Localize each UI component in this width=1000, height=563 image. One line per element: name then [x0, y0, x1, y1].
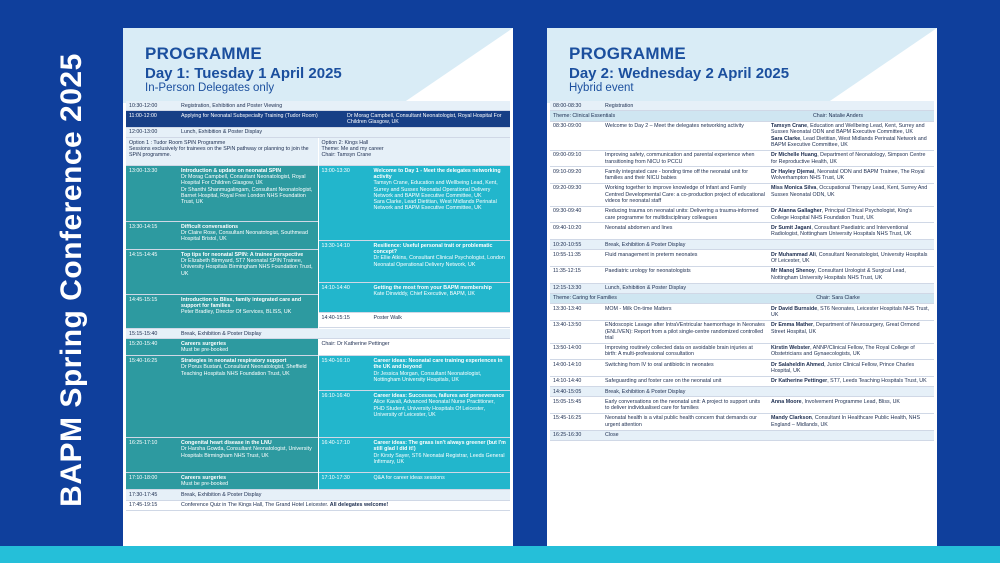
schedule-row	[319, 166, 511, 241]
schedule-row	[550, 267, 934, 284]
schedule-row	[550, 414, 934, 431]
option2-chair: Chair: Tamsyn Crane	[321, 152, 372, 159]
speaker-role: , Consultant Urologist & Surgical Lead, Nottingham University Hospitals NHS Trust, UK	[771, 268, 906, 281]
row-time: 14:15-14:45	[129, 251, 158, 258]
day2-programme-panel	[547, 28, 937, 546]
session-speakers: Kate Dinwiddy, Chief Executive, BAPM, UK	[373, 290, 475, 297]
row-time: 12:00-13:00	[129, 129, 158, 136]
session-speakers: Tamsyn Crane, Education and Wellbeing Lead, Kent, Surrey and Sussex Neonatal Operational Delivery Network and BAPM Executive Committee, UK Sara Clarke, Lead Dietitian, West Midlands Perinatal Network and BAPM Executive Committee, UK	[373, 180, 498, 212]
row-time: 08:00-08:30	[553, 102, 582, 109]
option2-theme: Theme: Me and my career	[321, 145, 384, 152]
day2-programme-label: PROGRAMME	[569, 44, 686, 63]
row-session	[178, 166, 318, 221]
row-time: 16:40-17:10	[321, 439, 350, 446]
row-speaker	[768, 167, 934, 183]
speaker-name: Dr Salaheldin Ahmed	[771, 361, 825, 368]
session-speakers: Dr Elizabeth Birmyard, ST7 Neonatal SPIN Trainee, University Hospitals Birmingham NHS Foundation Trust, UK	[181, 257, 313, 277]
session-title: Congenital heart disease in the LNU	[181, 439, 272, 446]
session-title: Resilience: Useful personal trait or problematic concept?	[373, 242, 493, 255]
row-session	[178, 501, 510, 510]
schedule-row	[550, 240, 934, 250]
chair-row	[319, 339, 511, 356]
schedule-row	[550, 284, 934, 294]
session-title: Careers surgeries	[181, 340, 227, 347]
row-session	[371, 283, 511, 312]
row-session: Fluid management in preterm neonates	[605, 251, 698, 258]
row-session	[178, 356, 318, 437]
schedule-row	[550, 122, 934, 151]
schedule-row	[319, 313, 511, 328]
schedule-row	[319, 438, 511, 473]
row-speaker	[768, 321, 934, 343]
session-title: Welcome to Day 1 - Meet the delegates networking activity	[373, 167, 501, 180]
speaker-role: , Occupational Therapy Lead, Kent, Surrey And Sussex Neonatal ODN, UK	[771, 185, 928, 198]
day1-header-corner	[403, 28, 513, 103]
session-title: Strategies in neonatal respiratory support	[181, 357, 287, 364]
schedule-row	[550, 397, 934, 414]
schedule-row	[126, 329, 510, 339]
row-time: 17:10-17:30	[321, 474, 350, 481]
schedule-row	[550, 223, 934, 240]
track-kings-hall	[319, 138, 511, 329]
row-speaker	[768, 207, 934, 223]
speaker-role: , Consultant In Healthcare Public Health, NHS England – Midlands, UK	[771, 415, 920, 428]
speaker-name: Sara Clarke	[771, 135, 801, 142]
row-speaker	[768, 304, 934, 320]
speaker-role: , Education and Wellbeing Lead, Kent, Surrey and Sussex Neonatal ODN and BAPM Executive Committee, UK	[771, 123, 925, 136]
row-session	[371, 391, 511, 437]
speaker-role: , Neonatal ODN and BAPM Trainee, The Royal Wolverhampton NHS Trust, UK	[771, 168, 925, 182]
row-time: 12:15-13:30	[553, 285, 582, 292]
row-time: 15:40-16:10	[321, 357, 350, 364]
schedule-row	[550, 360, 934, 377]
row-speaker: Dr Morag Campbell, Consultant Neonatologist, Royal Hospital For Children Glasgow, UK	[347, 112, 502, 126]
schedule-row	[319, 391, 511, 438]
row-time: 17:45-19:15	[129, 502, 158, 509]
row-speaker	[768, 151, 934, 167]
row-session: Break, Exhibition & Poster Display	[181, 491, 262, 498]
day1-date: Day 1: Tuesday 1 April 2025	[145, 65, 342, 82]
session-title: Introduction to Bliss, family integrated care and support for families	[181, 296, 302, 309]
row-session	[371, 438, 511, 472]
session-title: Getting the most from your BAPM membership	[373, 284, 492, 291]
track-left-afternoon	[126, 339, 319, 490]
row-session: ENdoscopic Lavage after IntraVEntricular haemorrhage in Neonates (ENLIVEN): Report from a pilot single-centre randomized controlled trial	[605, 322, 765, 341]
schedule-row	[550, 344, 934, 361]
day2-header	[569, 44, 789, 94]
speaker-role: , ST6 Neonates, Leicester Hospitals NHS Trust, UK	[771, 305, 930, 318]
row-time: 16:25-16:30	[553, 432, 582, 439]
row-time: 13:30-14:15	[129, 223, 158, 230]
session-speakers: Dr Ellie Atkins, Consultant Clinical Psychologist, London Neonatal Operational Delivery Network, UK	[373, 255, 505, 268]
option1-description: Sessions exclusively for trainees on the SPiN pathway or planning to join the SPiN programme.	[129, 145, 309, 159]
row-time: 13:00-13:30	[129, 167, 158, 174]
row-time: 17:10-18:00	[129, 474, 158, 481]
bottom-accent-bar	[0, 546, 1000, 563]
row-time: 13:30-13:40	[553, 305, 582, 312]
row-session: Break, Exhibition & Poster Display	[181, 330, 262, 337]
speaker-name: Dr David Burnside	[771, 305, 818, 312]
row-session: Lunch, Exhibition & Poster Display	[605, 285, 686, 292]
theme-chair: Chair: Sara Clarke	[816, 295, 860, 302]
speaker-role: , Department of Neurosurgery, Great Ormond Street Hospital, UK	[771, 322, 920, 335]
schedule-row	[550, 167, 934, 184]
row-session: Lunch, Exhibition & Poster Display	[181, 129, 262, 136]
schedule-row	[126, 128, 510, 138]
schedule-row	[319, 356, 511, 391]
row-session	[178, 473, 318, 489]
row-session: Q&A for career ideas sessions	[373, 474, 445, 481]
track-header	[319, 138, 511, 166]
row-time: 10:55-11:35	[553, 251, 581, 258]
speaker-role: , ST7, Leeds Teaching Hospitals Trust, UK	[827, 378, 927, 385]
row-speaker	[768, 397, 934, 413]
speaker-role: , ANNP/Clinical Fellow, The Royal College of Obstetricians and Gynaecologists, UK	[771, 345, 915, 358]
day1-header	[145, 44, 342, 94]
day2-schedule	[550, 101, 934, 546]
session-speakers: Alice Kavali, Advanced Neonatal Nurse Practitioner, PHD Student, University Hospitals Of Leicester, University of Leicester, UK	[373, 399, 495, 418]
row-time: 08:30-09:00	[553, 123, 582, 130]
schedule-row	[550, 250, 934, 267]
session-note: Must be pre-booked	[181, 347, 229, 354]
row-session: MOM - Milk On-time Matters	[605, 305, 672, 312]
row-session: Early conversations on the neonatal unit: A project to support units to deliver individualised care for families	[605, 398, 761, 412]
row-speaker	[768, 184, 934, 206]
speaker-name: Dr Michelle Huang	[771, 152, 818, 159]
speaker-name: Dr Muhammad Ali	[771, 251, 816, 258]
option1-title: Option 1 : Tudor Room SPiN Programme	[129, 139, 226, 146]
row-session: Neonatal abdomen and lines	[605, 224, 673, 231]
row-time: 13:30-14:10	[321, 242, 350, 249]
schedule-row	[126, 295, 318, 329]
schedule-row	[126, 339, 318, 356]
row-session: Working together to improve knowledge of Infant and Family Centred Developmental Care: a co-production project of educational videos for neonatal staff	[605, 185, 765, 205]
row-time: 14:40-15:05	[553, 388, 582, 395]
row-time: 09:30-09:40	[553, 208, 582, 215]
schedule-row	[550, 321, 934, 344]
speaker-name: Mandy Clarkson	[771, 415, 812, 422]
row-time: 09:20-09:30	[553, 185, 582, 192]
session-title: Careers surgeries	[181, 474, 227, 481]
track-header-text	[126, 138, 318, 165]
schedule-row	[550, 377, 934, 387]
track-header	[126, 138, 318, 166]
row-speaker	[768, 414, 934, 430]
session-note: Must be pre-booked	[181, 481, 229, 488]
row-time: 14:10-14:40	[321, 284, 350, 291]
row-time: 16:10-16:40	[321, 392, 350, 399]
day1-programme-panel	[123, 28, 513, 546]
session-speakers: Dr Morag Campbell, Consultant Neonatologist, Royal Hospital For Children Glasgow, UK Dr Shanthi Shanmugalingam, Consultant Neonatologist, Barnet Hospital, Royal Free London NHS Foundation Trust, UK	[181, 173, 313, 206]
row-session: Improving routinely collected data on avoidable brain injuries at birth: A multi-professional consultation	[605, 345, 753, 358]
schedule-row	[126, 356, 318, 438]
schedule-row	[126, 473, 318, 490]
row-time: 09:00-09:10	[553, 152, 582, 159]
row-session: Break, Exhibition & Poster Display	[605, 388, 686, 395]
row-time: 16:25-17:10	[129, 439, 158, 446]
row-session	[371, 241, 511, 282]
session-speakers: Dr Kirsty Sayer, ST6 Neonatal Registrar, Leeds General Infirmary, UK	[373, 452, 505, 465]
row-time: 13:00-13:30	[321, 167, 350, 174]
row-session	[178, 438, 318, 472]
schedule-row	[319, 473, 511, 490]
speaker-name: Anna Moore	[771, 398, 802, 405]
theme-row	[550, 111, 934, 121]
speaker-name: Dr Emma Mather	[771, 322, 814, 329]
speaker-role: , Lead Dietitian, West Midlands Perinatal Network and BAPM Executive Committee, UK	[771, 135, 927, 148]
speaker-name: Dr Sumit Jagani	[771, 224, 812, 231]
speaker-role: , Involvement Programme Lead, Bliss, UK	[801, 398, 900, 405]
row-session: Reducing trauma on neonatal units: Delivering a trauma-informed care programme for multidisciplinary colleagues	[605, 208, 759, 221]
row-session: Safeguarding and foster care on the neonatal unit	[605, 378, 722, 385]
schedule-row	[126, 111, 510, 128]
row-time: 15:20-15:40	[129, 340, 158, 347]
speaker-name: Dr Alanna Gallagher	[771, 208, 822, 215]
session-speakers: Dr Porus Bustani, Consultant Neonatologist, Sheffield Teaching Hospitals NHS Foundation Trust, UK	[181, 364, 307, 377]
afternoon-chair: Chair: Dr Katherine Pettinger	[321, 340, 390, 347]
schedule-row	[550, 304, 934, 321]
session-speakers: Dr Claire Rose, Consultant Neonatologist, Southmead Hospital Bristol, UK	[181, 229, 308, 243]
schedule-row	[319, 241, 511, 283]
row-session: Applying for Neonatal Subspecialty Training (Tudor Room)	[181, 112, 318, 119]
row-session	[178, 250, 318, 294]
row-session: Close	[605, 432, 619, 439]
speaker-name: Dr Hayley Djemai	[771, 168, 815, 175]
day2-header-corner	[827, 28, 937, 103]
row-session	[178, 339, 318, 355]
schedule-row	[126, 222, 318, 250]
schedule-row	[550, 101, 934, 111]
speaker-name: Miss Monica Silva	[771, 185, 817, 192]
row-time: 17:30-17:45	[129, 491, 158, 498]
row-session: Switching from IV to oral antibiotic in neonates	[605, 361, 714, 368]
session-speakers: Peter Bradley, Director Of Services, BLISS, UK	[181, 309, 292, 316]
session-title: Introduction & update on neonatal SPIN	[181, 167, 282, 174]
row-time: 14:10-14:40	[553, 378, 582, 385]
row-time: 15:05-15:45	[553, 398, 582, 405]
speaker-role: , Junior Clinical Fellow, Prince Charles Hospital, UK	[771, 361, 915, 374]
day1-schedule	[126, 101, 510, 546]
row-session	[178, 295, 318, 328]
row-time: 13:50-14:00	[553, 345, 582, 352]
speaker-role: , Consultant Paediatric and Interventional Radiologist, Nottingham University Hospitals NHS Trust, UK	[771, 224, 912, 238]
schedule-row	[319, 283, 511, 313]
day1-parallel-tracks	[126, 138, 510, 329]
row-time: 15:15-15:40	[129, 330, 158, 337]
speaker-name: Dr Katherine Pettinger	[771, 378, 828, 385]
day1-afternoon-tracks	[126, 339, 510, 490]
row-session: Welcome to Day 2 – Meet the delegates networking activity	[605, 123, 744, 130]
row-speaker	[768, 360, 934, 376]
schedule-row	[126, 490, 510, 500]
day2-format: Hybrid event	[569, 82, 634, 94]
theme-row	[550, 294, 934, 304]
schedule-row	[126, 501, 510, 511]
schedule-row	[550, 431, 934, 441]
row-time: 14:45-15:15	[129, 296, 158, 303]
row-time: 14:40-15:15	[321, 314, 350, 321]
row-session: Improving safety, communication and parental experience when transitioning from NICU to PCCU	[605, 152, 755, 165]
option2-title: Option 2: Kings Hall	[321, 139, 369, 146]
row-time: 15:45-16:25	[553, 415, 582, 422]
session-title: Difficult conversations	[181, 223, 239, 230]
schedule-row	[126, 101, 510, 111]
schedule-row	[550, 151, 934, 168]
day1-format: In-Person Delegates only	[145, 82, 275, 94]
speaker-name: Kirstin Webster	[771, 345, 811, 352]
session-speakers: Dr Jessica Morgan, Consultant Neonatologist, Nottingham University Hospitals, UK	[373, 370, 482, 383]
schedule-row	[550, 387, 934, 397]
speaker-name: Tamsyn Crane	[771, 123, 808, 130]
row-time: 15:40-16:25	[129, 357, 158, 364]
row-speaker	[768, 223, 934, 239]
row-speaker	[768, 344, 934, 360]
session-title: Career ideas: Neonatal care training experiences in the UK and beyond	[373, 357, 503, 371]
row-session: Break, Exhibition & Poster Display	[605, 241, 686, 248]
day2-date: Day 2: Wednesday 2 April 2025	[569, 65, 790, 82]
session-speakers: Dr Harsha Gowda, Consultant Neonatologist, University Hospitals Birmingham NHS Trust, UK	[181, 446, 312, 459]
quiz-highlight: All delegates welcome!	[329, 502, 389, 509]
session-title: Career ideas: Successes, failures and perseverance	[373, 392, 505, 399]
row-speaker	[768, 377, 934, 386]
row-time: 09:40-10:20	[553, 224, 582, 231]
quiz-text: Conference Quiz in The Kings Hall, The Grand Hotel Leicester.	[181, 502, 330, 509]
row-session: Family integrated care - bonding time off the neonatal unit for families and their NICU babies	[605, 168, 749, 182]
row-session	[371, 356, 511, 390]
speaker-role: , Department of Neonatology, Simpson Centre for Reproductive Health, UK	[771, 152, 926, 165]
row-time: 10:20-10:55	[553, 241, 582, 248]
row-session	[371, 166, 511, 240]
row-time: 11:35-12:15	[553, 268, 581, 275]
row-time: 10:30-12:00	[129, 102, 158, 109]
row-time: 09:10-09:20	[553, 168, 582, 175]
schedule-row	[126, 438, 318, 473]
row-session: Poster Walk	[373, 314, 402, 321]
conference-title: BAPM Spring Conference 2025	[55, 53, 88, 507]
row-session	[178, 222, 318, 249]
schedule-row	[550, 184, 934, 207]
speaker-name: Mr Manoj Shenoy	[771, 268, 815, 275]
day1-programme-label: PROGRAMME	[145, 44, 262, 63]
row-session: Registration, Exhibition and Poster Viewing	[181, 102, 283, 109]
row-speaker	[768, 250, 934, 266]
speaker-role: , Consultant Neonatologist, University Hospitals Of Leicester, UK	[771, 251, 928, 265]
session-title: Top tips for neonatal SPIN: A trainee perspective	[181, 251, 304, 258]
row-speaker	[768, 267, 934, 283]
schedule-row	[550, 207, 934, 224]
row-speaker	[768, 122, 934, 150]
theme-label: Theme: Clinical Essentials	[553, 112, 616, 119]
track-header-text	[319, 138, 511, 165]
row-time: 11:00-12:00	[129, 112, 157, 119]
theme-label: Theme: Caring for Families	[553, 295, 617, 302]
row-time: 13:40-13:50	[553, 322, 582, 329]
row-session: Neonatal health is a vital public health concern that demands our urgent attention	[605, 415, 757, 428]
row-session: Paediatric urology for neonatologists	[605, 268, 691, 275]
track-spin	[126, 138, 319, 329]
session-title: Career ideas: The grass isn't always greener (but I'm still glad I did it!)	[373, 439, 506, 453]
row-time: 14:00-14:10	[553, 361, 582, 368]
theme-chair: Chair: Natalie Anders	[812, 112, 864, 119]
row-session: Registration	[605, 102, 634, 109]
schedule-row	[126, 250, 318, 295]
schedule-row	[126, 166, 318, 222]
speaker-role: , Principal Clinical Psychologist, King's College Hospital NHS Foundation Trust, UK	[771, 208, 912, 221]
track-right-afternoon	[319, 339, 511, 490]
